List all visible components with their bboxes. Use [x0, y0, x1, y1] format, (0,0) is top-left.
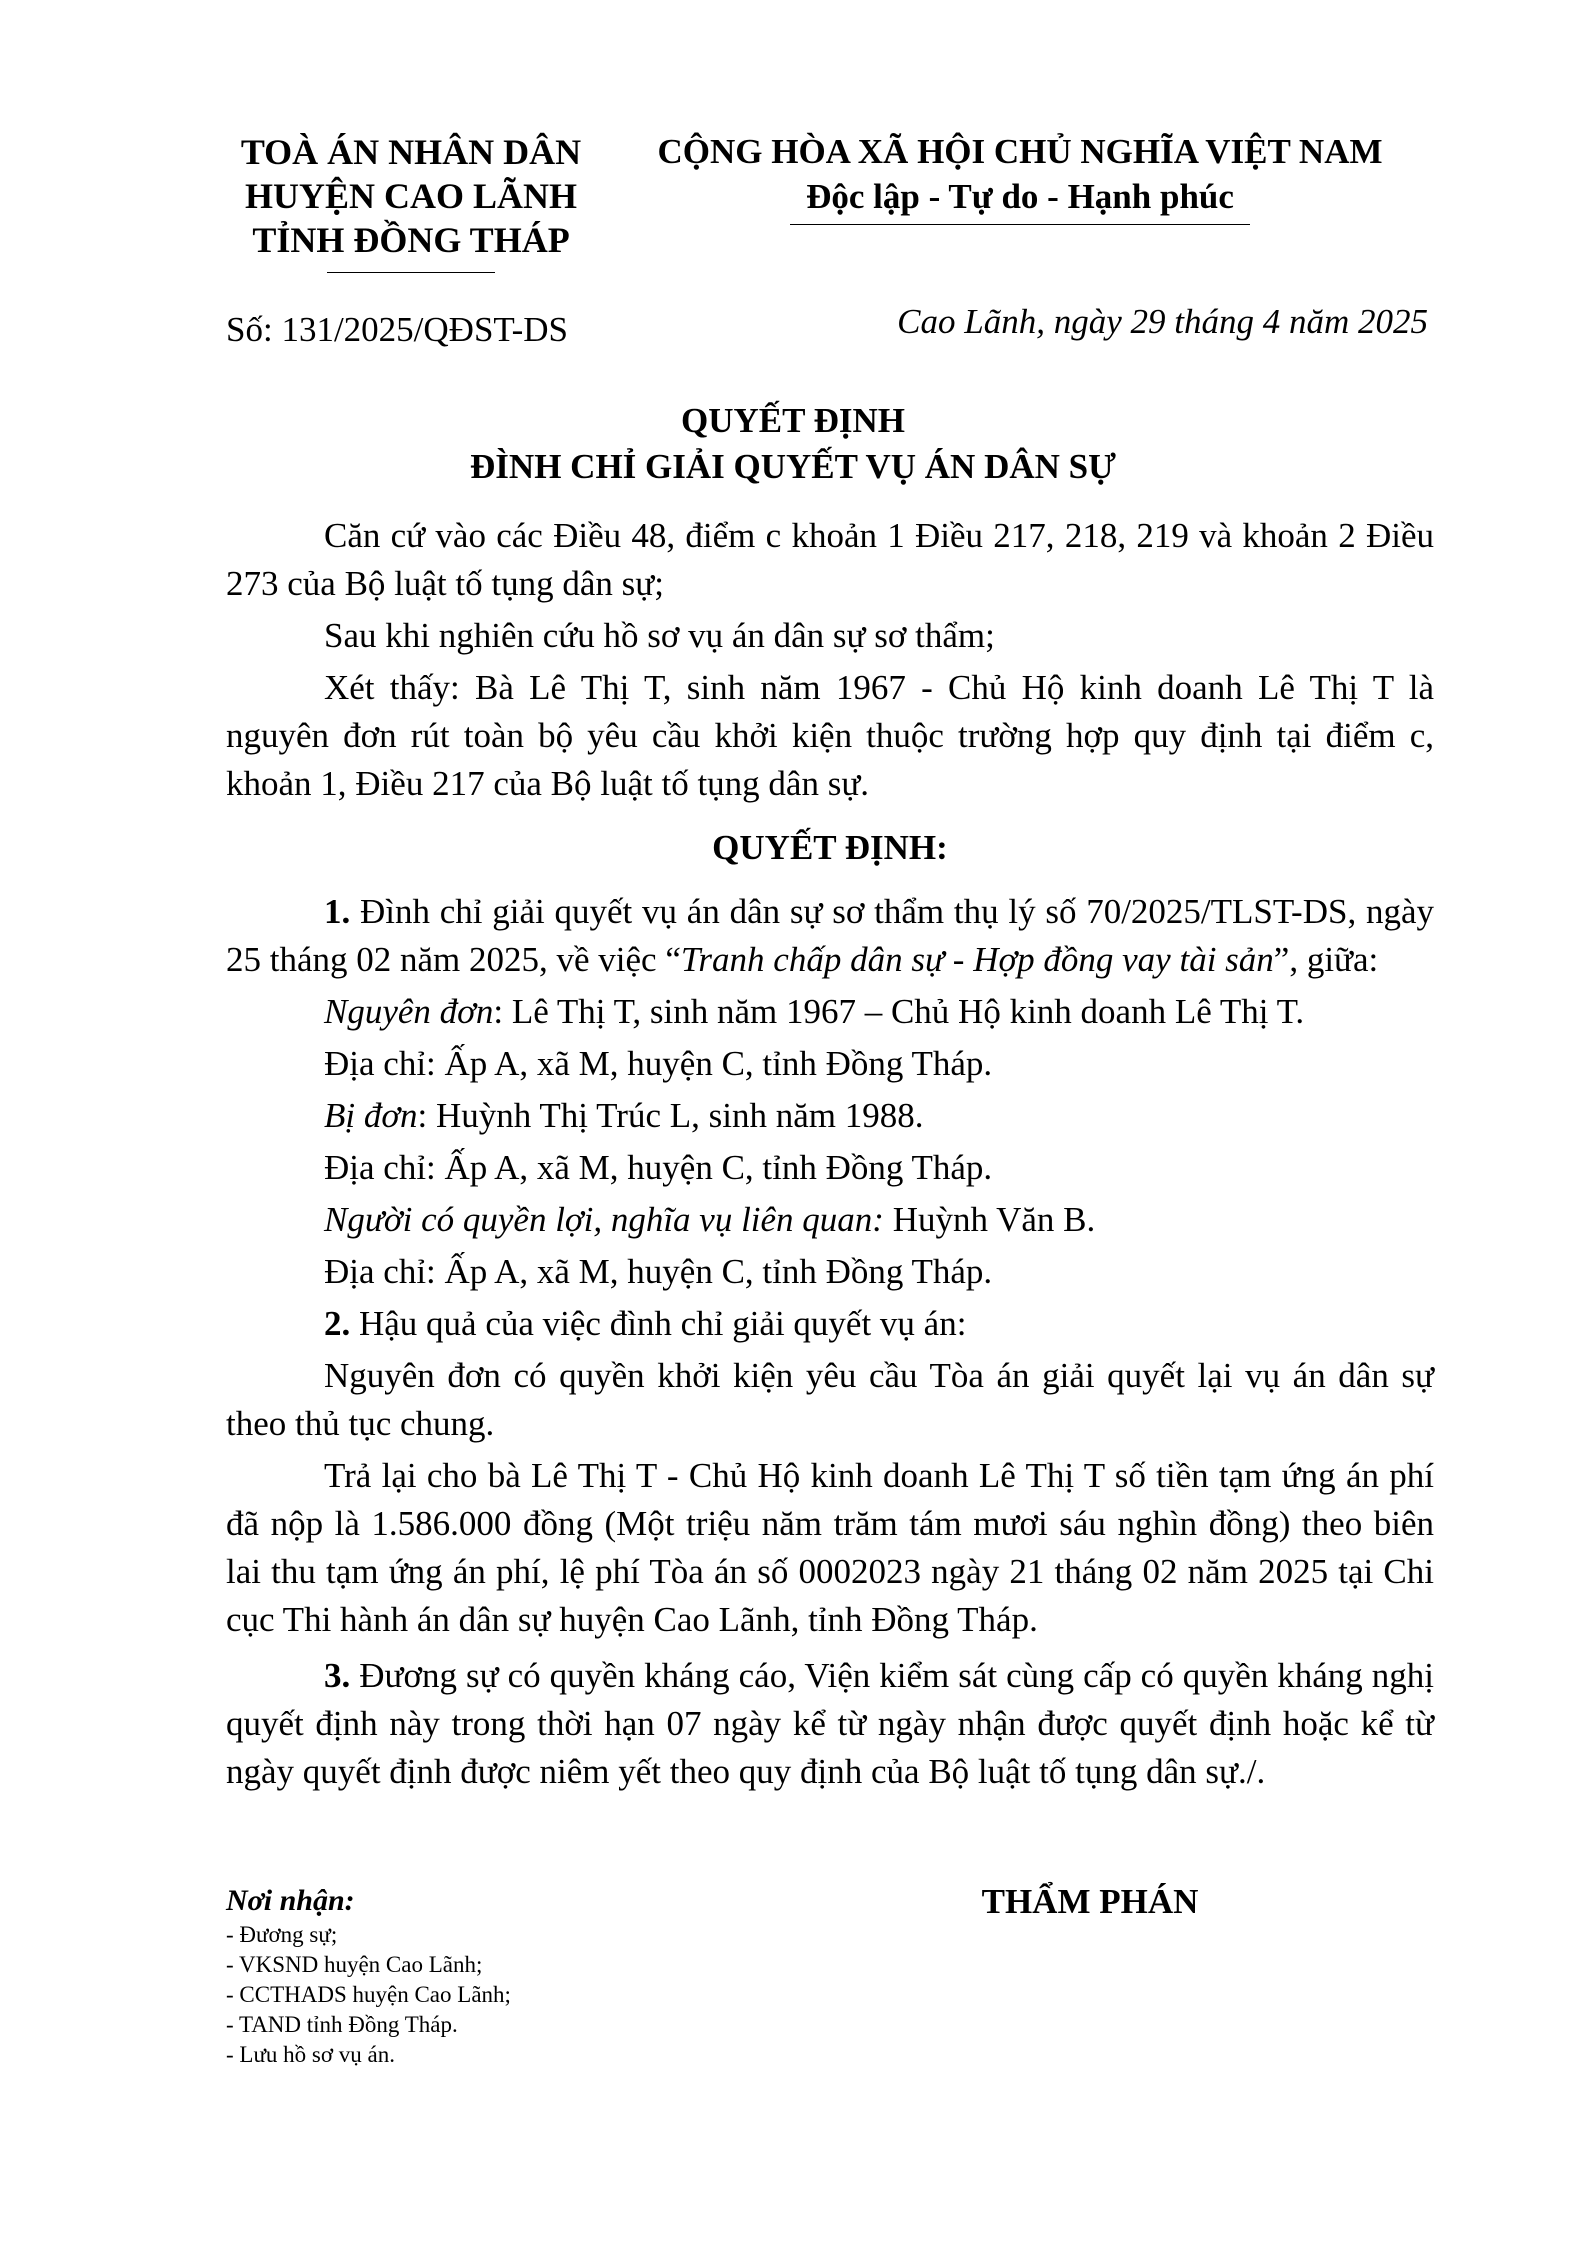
recipient-item: - Lưu hồ sơ vụ án.: [226, 2042, 395, 2067]
court-name-line2: HUYỆN CAO LÃNH: [244, 176, 577, 216]
case-name: Tranh chấp dân sự - Hợp đồng vay tài sản: [680, 940, 1274, 979]
title-line2: ĐÌNH CHỈ GIẢI QUYẾT VỤ ÁN DÂN SỰ: [470, 447, 1116, 486]
item-1-paragraph: [226, 888, 1434, 984]
item-2-number: 2.: [324, 1304, 351, 1343]
document-body: [226, 512, 1434, 1800]
plaintiff-value: : Lê Thị T, sinh năm 1967 – Chủ Hộ kinh doanh Lê Thị T.: [493, 992, 1305, 1031]
related-party-line: [226, 1196, 1434, 1244]
recipient-item: - VKSND huyện Cao Lãnh;: [226, 1952, 483, 1977]
preamble-paragraph-1: Căn cứ vào các Điều 48, điểm c khoản 1 Điều 217, 218, 219 và khoản 2 Điều 273 của Bộ luật tố tụng dân sự;: [226, 516, 1434, 603]
related-party-value: Huỳnh Văn B.: [883, 1200, 1096, 1239]
decision-heading: QUYẾT ĐỊNH:: [712, 828, 948, 867]
related-party-address: Địa chỉ: Ấp A, xã M, huyện C, tỉnh Đồng Tháp.: [324, 1252, 993, 1291]
preamble-paragraph-3: Xét thấy: Bà Lê Thị T, sinh năm 1967 - Chủ Hộ kinh doanh Lê Thị T là nguyên đơn rút toàn bộ yêu cầu khởi kiện thuộc trường hợp quy định tại điểm c, khoản 1, Điều 217 của Bộ luật tố tụng dân sự.: [226, 668, 1434, 803]
item-1-text-b: ”, giữa:: [1273, 940, 1379, 979]
item-1-number: 1.: [324, 892, 351, 931]
recipient-item: - Đương sự;: [226, 1922, 338, 1947]
item-2-consequence-1: Nguyên đơn có quyền khởi kiện yêu cầu Tòa án giải quyết lại vụ án dân sự theo thủ tục chung.: [226, 1356, 1434, 1443]
related-party-label: Người có quyền lợi, nghĩa vụ liên quan:: [324, 1200, 884, 1239]
item-3-paragraph: [226, 1652, 1434, 1796]
place-date: Cao Lãnh, ngày 29 tháng 4 năm 2025: [897, 302, 1428, 341]
national-name: CỘNG HÒA XÃ HỘI CHỦ NGHĨA VIỆT NAM: [657, 132, 1383, 171]
court-name-line1: TOÀ ÁN NHÂN DÂN: [240, 132, 582, 172]
item-3-text: Đương sự có quyền kháng cáo, Viện kiểm sát cùng cấp có quyền kháng nghị quyết định này trong thời hạn 07 ngày kể từ ngày nhận được quyết định hoặc kể từ ngày quyết định được niêm yết theo quy định của Bộ luật tố tụng dân sự./.: [226, 1656, 1434, 1791]
document-number: Số: 131/2025/QĐST-DS: [226, 310, 568, 349]
item-2-text: Hậu quả của việc đình chỉ giải quyết vụ án:: [350, 1304, 967, 1343]
national-motto: Độc lập - Tự do - Hạnh phúc: [806, 177, 1234, 216]
recipients-block: [226, 1882, 726, 2070]
defendant-label: Bị đơn: [324, 1096, 418, 1135]
preamble-paragraph-2: Sau khi nghiên cứu hồ sơ vụ án dân sự sơ thẩm;: [324, 616, 995, 655]
defendant-line: [226, 1092, 1434, 1140]
court-header-divider: [327, 272, 495, 273]
recipient-item: - CCTHADS huyện Cao Lãnh;: [226, 1982, 511, 2007]
plaintiff-label: Nguyên đơn: [324, 992, 494, 1031]
court-name-line3: TỈNH ĐỒNG THÁP: [252, 220, 570, 260]
court-header: [196, 130, 626, 273]
national-header-divider: [790, 224, 1250, 225]
title-line1: QUYẾT ĐỊNH: [681, 401, 905, 440]
item-1-text-a: Đình chỉ giải quyết vụ án dân sự sơ thẩm thụ lý số 70/2025/TLST-DS, ngày 25 tháng 02 năm 2025, về việc “: [226, 892, 1434, 979]
recipient-item: - TAND tỉnh Đồng Tháp.: [226, 2012, 458, 2037]
signature-title: THẨM PHÁN: [981, 1882, 1199, 1921]
document-title: [0, 398, 1586, 490]
national-header: [640, 130, 1400, 225]
item-3-number: 3.: [324, 1656, 351, 1695]
item-2-paragraph: [226, 1300, 1434, 1348]
recipients-heading: Nơi nhận:: [226, 1884, 355, 1917]
defendant-value: : Huỳnh Thị Trúc L, sinh năm 1988.: [417, 1096, 924, 1135]
defendant-address: Địa chỉ: Ấp A, xã M, huyện C, tỉnh Đồng Tháp.: [324, 1148, 993, 1187]
plaintiff-line: [226, 988, 1434, 1036]
item-2-consequence-2: Trả lại cho bà Lê Thị T - Chủ Hộ kinh doanh Lê Thị T số tiền tạm ứng án phí đã nộp là 1.586.000 đồng (Một triệu năm trăm tám mươi sáu nghìn đồng) theo biên lai thu tạm ứng án phí, lệ phí Tòa án số 0002023 ngày 21 tháng 02 năm 2025 tại Chi cục Thi hành án dân sự huyện Cao Lãnh, tỉnh Đồng Tháp.: [226, 1456, 1434, 1639]
plaintiff-address: Địa chỉ: Ấp A, xã M, huyện C, tỉnh Đồng Tháp.: [324, 1044, 993, 1083]
